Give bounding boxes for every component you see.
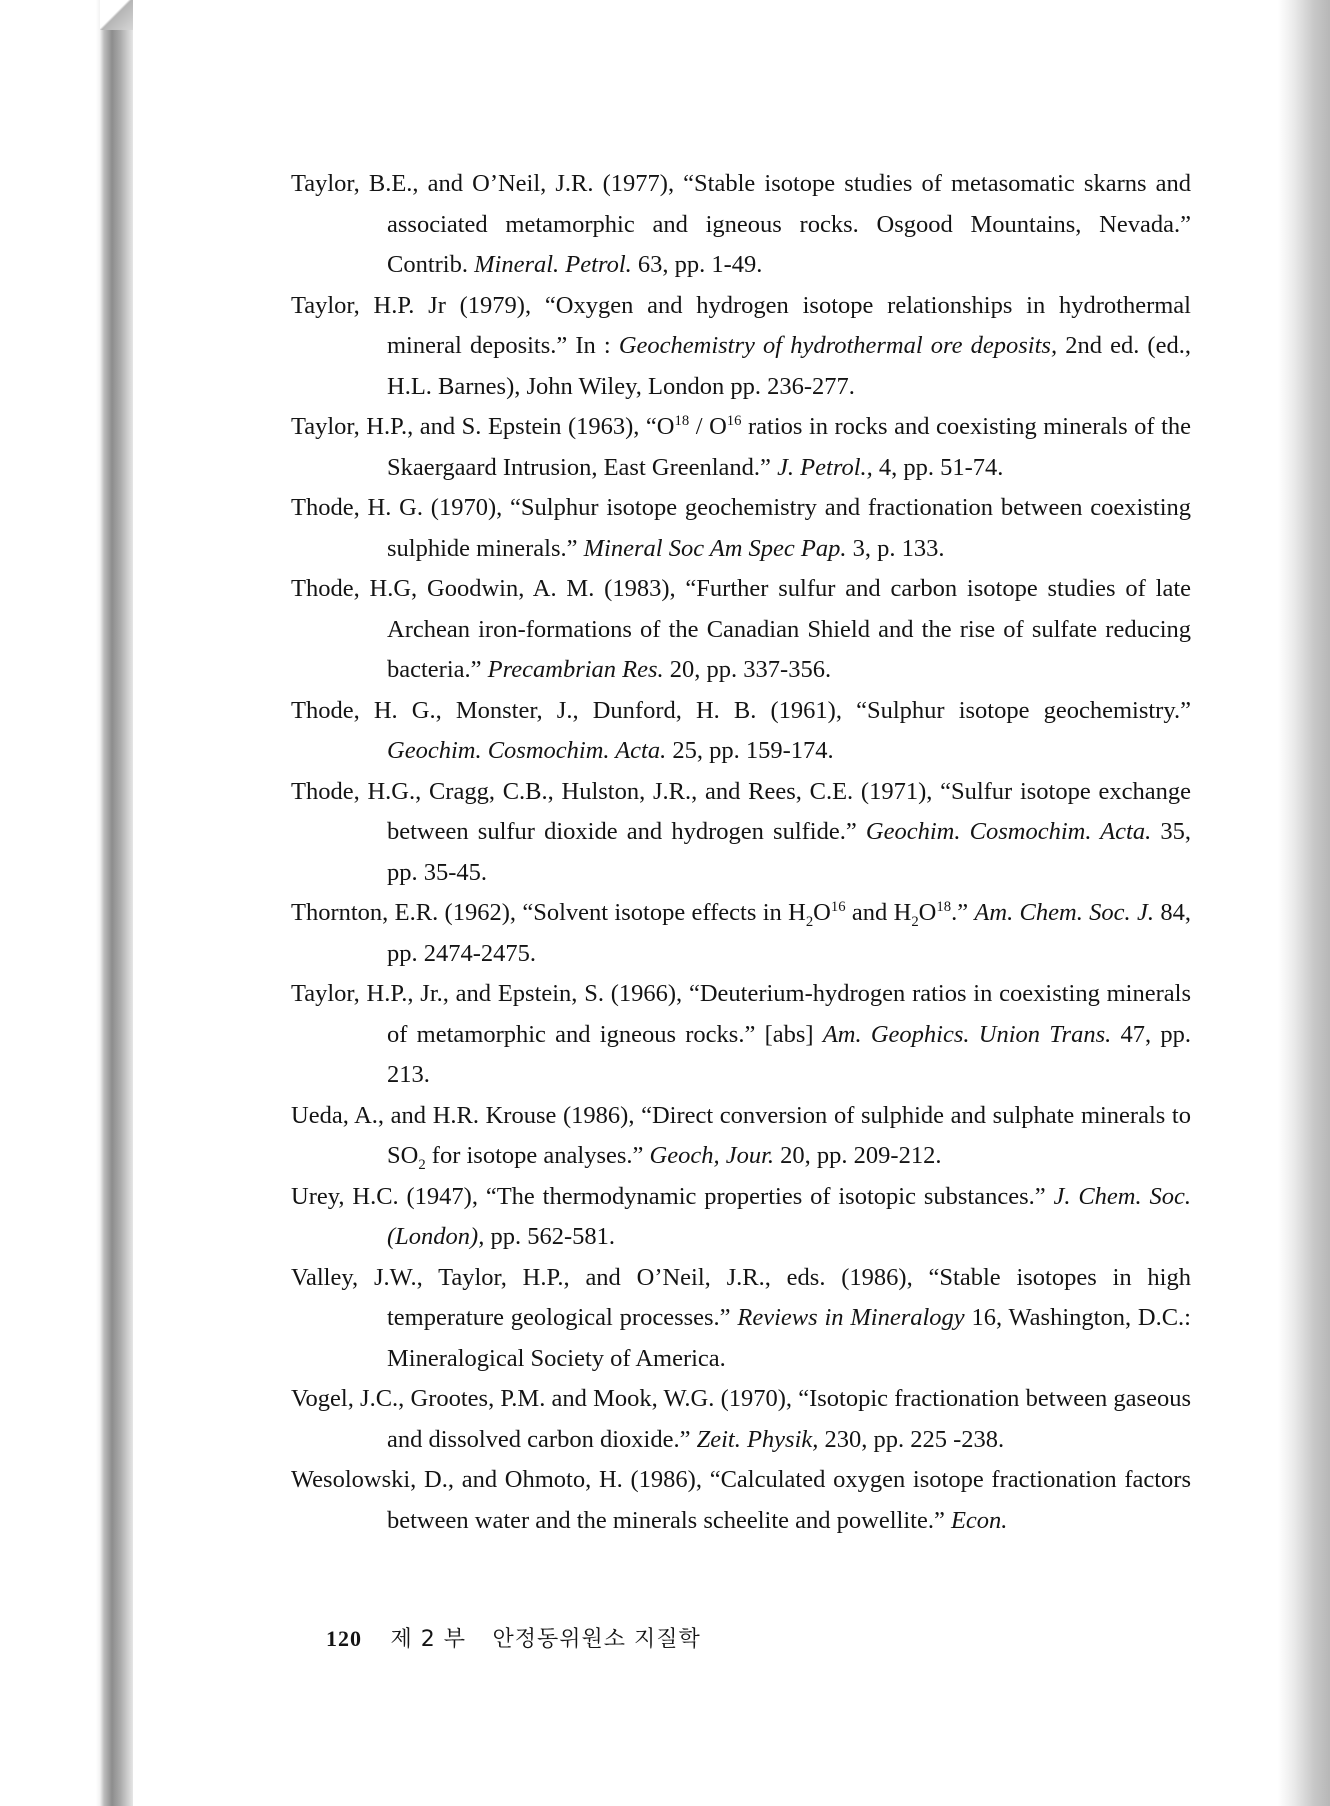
- reference-entry: Thornton, E.R. (1962), “Solvent isotope effects in $H_2O^{16}$ and $H_2O^{18}$.” Am. Chem. Soc. J. 84, pp. 2474-2475.: [291, 898, 1192, 967]
- book-corner: [100, 0, 133, 30]
- reference-list: [291, 164, 1191, 1541]
- reference-entry: Ueda, A., and H.R. Krouse (1986), “Direct conversion of sulphide and sulphate minerals to $SO_2$ for isotope analyses.” Geoch, Jour. 20, pp. 209-212.: [291, 1101, 1191, 1173]
- reference-entry: Thode, H. G., Monster, J., Dunford, H. B. (1961), “Sulphur isotope geochemistry.” Geochim. Cosmochim. Acta. 25, pp. 159-174.: [291, 696, 1191, 764]
- reference-entry: Vogel, J.C., Grootes, P.M. and Mook, W.G. (1970), “Isotopic fractionation between gaseous and dissolved carbon dioxide.” Zeit. Physik, 230, pp. 225 -238.: [291, 1385, 1191, 1453]
- reference-entry: Wesolowski, D., and Ohmoto, H. (1986), “Calculated oxygen isotope fractionation factors between water and the minerals scheelite and powellite.” Econ.: [291, 1466, 1191, 1534]
- reference-entry: Taylor, B.E., and O’Neil, J.R. (1977), “Stable isotope studies of metasomatic skarns and associated metamorphic and igneous rocks. Osgood Mountains, Nevada.” Contrib. Mineral. Petrol. 63, pp. 1-49.: [291, 170, 1191, 278]
- reference-entry: Urey, H.C. (1947), “The thermodynamic properties of isotopic substances.” J. Chem. Soc. (London), pp. 562-581.: [291, 1182, 1191, 1250]
- page-number: 120: [326, 1626, 362, 1651]
- reference-entry: Valley, J.W., Taylor, H.P., and O’Neil, J.R., eds. (1986), “Stable isotopes in high temperature geological processes.” Reviews in Mineralogy 16, Washington, D.C.: Mineralogical Society of America.: [291, 1263, 1191, 1372]
- reference-entry: Taylor, H.P. Jr (1979), “Oxygen and hydrogen isotope relationships in hydrothermal mineral deposits.” In : Geochemistry of hydrothermal ore deposits, 2nd ed. (ed., H.L. Barnes), John Wiley, London pp. 236-277.: [291, 291, 1191, 400]
- part-label: 제 2 부: [390, 1627, 466, 1652]
- page-footer: [326, 1622, 701, 1653]
- page-shadow: [1278, 0, 1330, 1806]
- reference-entry: Thode, H.G., Cragg, C.B., Hulston, J.R., and Rees, C.E. (1971), “Sulfur isotope exchange between sulfur dioxide and hydrogen sulfide.” Geochim. Cosmochim. Acta. 35, pp. 35-45.: [291, 777, 1191, 886]
- reference-entry: Thode, H.G, Goodwin, A. M. (1983), “Further sulfur and carbon isotope studies of late Archean iron-formations of the Canadian Shield and the rise of sulfate reducing bacteria.” Precambrian Res. 20, pp. 337-356.: [291, 575, 1191, 683]
- book-spine-edge: [0, 0, 133, 1806]
- reference-entry: Taylor, H.P., Jr., and Epstein, S. (1966), “Deuterium-hydrogen ratios in coexisting minerals of metamorphic and igneous rocks.” [abs] Am. Geophics. Union Trans. 47, pp. 213.: [291, 980, 1191, 1088]
- reference-entry: Thode, H. G. (1970), “Sulphur isotope geochemistry and fractionation between coexisting sulphide minerals.” Mineral Soc Am Spec Pap. 3, p. 133.: [291, 494, 1191, 562]
- section-title: 안정동위원소 지질학: [492, 1627, 701, 1652]
- reference-entry: Taylor, H.P., and S. Epstein (1963), “$O^{18} / O^{16}$ ratios in rocks and coexisting minerals of the Skaergaard Intrusion, East Greenland.” J. Petrol., 4, pp. 51-74.: [291, 412, 1192, 481]
